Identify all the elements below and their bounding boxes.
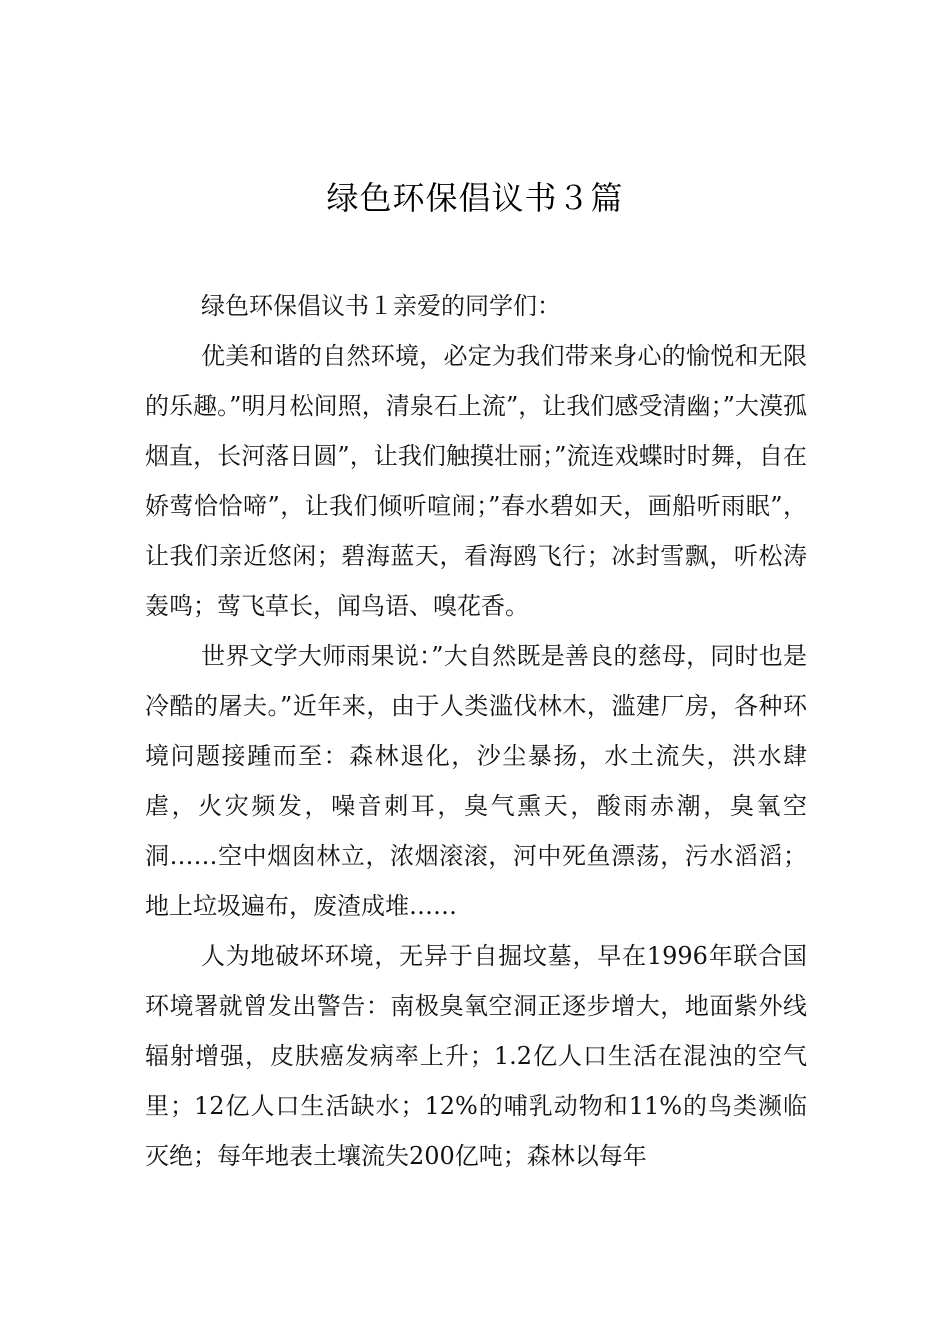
paragraph-greeting: 绿色环保倡议书１亲爱的同学们： — [201, 292, 561, 320]
document-title: 绿色环保倡议书３篇 — [326, 179, 624, 217]
paragraph: 世界文学大师雨果说：”大自然既是善良的慈母，同时也是冷酷的屠夫。”近年来，由于人类滥伐林木，滥建厂房，各种环境问题接踵而至：森林退化，沙尘暴扬，水土流失，洪水肆虐，火灾频发，噪音刺耳，臭气熏天，酸雨赤潮，臭氧空洞……空中烟囱林立，浓烟滚滚，河中死鱼漂荡，污水滔滔；地上垃圾遍布，废渣成堆…… — [145, 642, 807, 920]
paragraph: 优美和谐的自然环境，必定为我们带来身心的愉悦和无限的乐趣。”明月松间照，清泉石上流”，让我们感受清幽；”大漠孤烟直，长河落日圆”，让我们触摸壮丽；”流连戏蝶时时舞，自在娇莺恰恰啼”，让我们倾听喧闹；”春水碧如天，画船听雨眠”，让我们亲近悠闲；碧海蓝天，看海鸥飞行；冰封雪飘，听松涛轰鸣；莺飞草长，闻鸟语、嗅花香。 — [145, 342, 807, 620]
document-body — [145, 281, 807, 1181]
paragraph: 人为地破坏环境，无异于自掘坟墓，早在1996年联合国环境署就曾发出警告：南极臭氧空洞正逐步增大，地面紫外线辐射增强，皮肤癌发病率上升；1.2亿人口生活在混浊的空气里；12亿人口生活缺水；12%的哺乳动物和11%的鸟类濒临灭绝；每年地表土壤流失200亿吨；森林以每年 — [145, 942, 807, 1170]
